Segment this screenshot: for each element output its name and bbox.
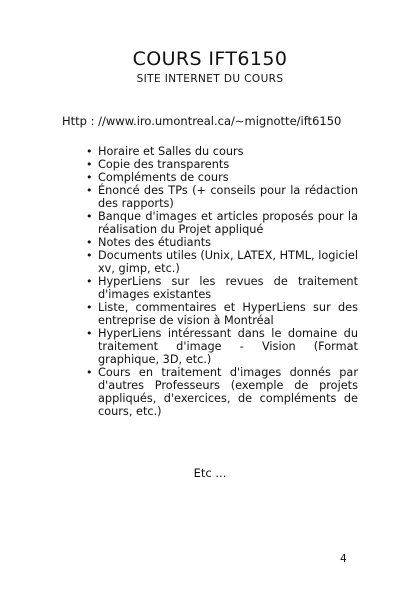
bullet-list	[86, 145, 358, 418]
course-url: Http : //www.iro.umontreal.ca/∼mignotte/ift6150	[62, 114, 342, 128]
page-number: 4	[340, 553, 347, 565]
list-item: • Horaire et Salles du cours	[86, 145, 358, 158]
list-item: • Liste, commentaires et HyperLiens sur des entreprise de vision à Montréal	[86, 301, 358, 327]
etc-text: Etc ...	[193, 466, 227, 480]
list-item: • HyperLiens sur les revues de traitement d'images existantes	[86, 275, 358, 301]
list-item: • Énoncé des TPs (+ conseils pour la rédaction des rapports)	[86, 184, 358, 210]
list-item: • HyperLiens intéressant dans le domaine du traitement d'image - Vision (Format graphique, 3D, etc.)	[86, 327, 358, 366]
list-item: • Copie des transparents	[86, 158, 358, 171]
list-item: • Documents utiles (Unix, LATEX, HTML, logiciel xv, gimp, etc.)	[86, 249, 358, 275]
page-subtitle: SITE INTERNET DU COURS	[136, 73, 284, 85]
page-title: COURS IFT6150	[132, 48, 288, 70]
list-item: • Compléments de cours	[86, 171, 358, 184]
list-item: • Cours en traitement d'images donnés par d'autres Professeurs (exemple de projets appliqués, d'exercices, de compléments de cours, etc.)	[86, 366, 358, 418]
list-item: • Notes des étudiants	[86, 236, 358, 249]
list-item: • Banque d'images et articles proposés pour la réalisation du Projet appliqué	[86, 210, 358, 236]
